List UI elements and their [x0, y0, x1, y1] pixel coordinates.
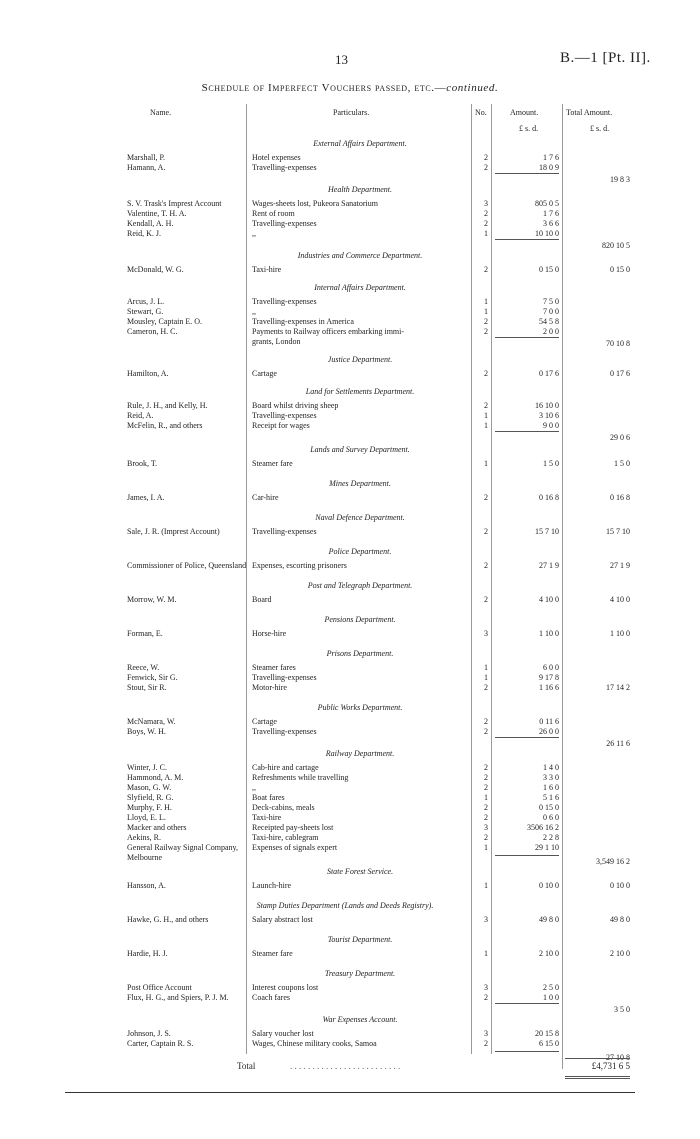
total-amount: 29 0 6: [610, 433, 630, 442]
amount: 54 5 8: [539, 317, 559, 326]
particulars: Deck-cabins, meals: [252, 803, 315, 812]
department-heading: Railway Department.: [325, 749, 395, 758]
total-amount: 15 7 10: [606, 527, 630, 536]
table-row: [0, 228, 700, 239]
amount: 0 15 0: [539, 803, 559, 812]
payee-name: Marshall, P.: [127, 153, 165, 162]
payee-name: McFelin, R., and others: [127, 421, 203, 430]
voucher-count: 2: [484, 527, 488, 536]
amount: 1 0 0: [543, 993, 559, 1002]
particulars: Travelling-expenses: [252, 527, 317, 536]
payee-name: Hawke, G. H., and others: [127, 915, 209, 924]
particulars: Travelling-expenses: [252, 673, 317, 682]
payee-name: Valentine, T. H. A.: [127, 209, 187, 218]
voucher-count: 1: [484, 949, 488, 958]
voucher-count: 2: [484, 803, 488, 812]
department-heading: External Affairs Department.: [313, 139, 407, 148]
column-header-amount: Amount.: [510, 108, 539, 117]
payee-name: Cameron, H. C.: [127, 327, 178, 336]
total-lsd-header: £ s. d.: [590, 124, 610, 133]
payee-name: James, I. A.: [127, 493, 165, 502]
payee-name: Stewart, G.: [127, 307, 164, 316]
particulars: Steamer fare: [252, 949, 293, 958]
amount: 0 6 0: [543, 813, 559, 822]
particulars: ,,: [252, 783, 256, 792]
payee-name: Hansson, A.: [127, 881, 166, 890]
particulars: Steamer fares: [252, 663, 296, 672]
subtotal-rule: [495, 1051, 559, 1052]
total-amount: 0 17 6: [610, 369, 630, 378]
voucher-count: 2: [484, 783, 488, 792]
particulars: Cartage: [252, 369, 277, 378]
column-header-name: Name.: [150, 108, 172, 117]
particulars: Cartage: [252, 717, 277, 726]
amount: 7 0 0: [543, 307, 559, 316]
voucher-count: 2: [484, 219, 488, 228]
particulars: Refreshments while travelling: [252, 773, 349, 782]
payee-name: Forman, E.: [127, 629, 163, 638]
department-heading: Treasury Department.: [324, 969, 396, 978]
payee-name: Reid, A.: [127, 411, 154, 420]
payee-name: McDonald, W. G.: [127, 265, 184, 274]
amount: 3 10 6: [539, 411, 559, 420]
voucher-count: 1: [484, 307, 488, 316]
amount: 6 15 0: [539, 1039, 559, 1048]
particulars: Receipted pay-sheets lost: [252, 823, 334, 832]
subtotal-rule: [495, 337, 559, 338]
amount: 4 10 0: [539, 595, 559, 604]
amount: 6 0 0: [543, 663, 559, 672]
voucher-count: 2: [484, 317, 488, 326]
particulars: ,,: [252, 229, 256, 238]
total-rule-bottom-2: [565, 1078, 630, 1079]
amount: 805 0 5: [535, 199, 559, 208]
particulars: Rent of room: [252, 209, 295, 218]
particulars: Motor-hire: [252, 683, 287, 692]
amount: 49 8 0: [539, 915, 559, 924]
payee-name: Morrow, W. M.: [127, 595, 177, 604]
payee-name: Hardie, H. J.: [127, 949, 168, 958]
voucher-count: 2: [484, 763, 488, 772]
payee-name: Post Office Account: [127, 983, 192, 992]
voucher-count: 2: [484, 493, 488, 502]
subtotal-rule: [495, 737, 559, 738]
voucher-count: 2: [484, 153, 488, 162]
particulars: Travelling-expenses: [252, 727, 317, 736]
voucher-count: 1: [484, 229, 488, 238]
voucher-count: 2: [484, 833, 488, 842]
department-heading: Justice Department.: [327, 355, 393, 364]
particulars: Payments to Railway officers embarking immi-: [252, 327, 405, 336]
table-row: [0, 368, 700, 379]
total-rule-bottom-1: [565, 1076, 630, 1077]
total-label: Total: [237, 1061, 256, 1071]
total-amount: 27 10 8: [606, 1053, 630, 1062]
voucher-count: 2: [484, 1039, 488, 1048]
total-amount: 2 10 0: [610, 949, 630, 958]
voucher-count: 2: [484, 683, 488, 692]
department-heading: War Expenses Account.: [322, 1015, 398, 1024]
voucher-count: 2: [484, 265, 488, 274]
amount: 18 0 9: [539, 163, 559, 172]
voucher-count: 2: [484, 209, 488, 218]
department-heading: Health Department.: [328, 185, 392, 194]
total-amount: 70 10 8: [606, 339, 630, 348]
voucher-count: 2: [484, 595, 488, 604]
department-heading: Post and Telegraph Department.: [307, 581, 413, 590]
payee-name: Hamilton, A.: [127, 369, 169, 378]
table-row: [0, 264, 700, 275]
table-row: [0, 1038, 700, 1049]
particulars: Taxi-hire, cablegram: [252, 833, 319, 842]
payee-name: Commissioner of Police, Queensland: [127, 561, 247, 570]
payee-name: Aekins, R.: [127, 833, 161, 842]
voucher-count: 2: [484, 727, 488, 736]
department-heading: Land for Settlements Department.: [305, 387, 415, 396]
table-row: [0, 560, 700, 571]
voucher-count: 3: [484, 199, 488, 208]
title-main: Schedule of Imperfect Vouchers passed, etc.—: [201, 82, 447, 94]
department-heading: Police Department.: [328, 547, 392, 556]
department-heading: State Forest Service.: [326, 867, 394, 876]
payee-name: Rule, J. H., and Kelly, H.: [127, 401, 208, 410]
voucher-count: 1: [484, 411, 488, 420]
title-continued: continued.: [446, 82, 499, 94]
table-row: [0, 492, 700, 503]
amount: 1 16 6: [539, 683, 559, 692]
amount: 2 10 0: [539, 949, 559, 958]
payee-name: McNamara, W.: [127, 717, 176, 726]
total-rule-top: [565, 1058, 630, 1059]
total-amount: 820 10 5: [602, 241, 630, 250]
payee-name: General Railway Signal Company,: [127, 843, 239, 852]
payee-name: Reid, K. J.: [127, 229, 161, 238]
amount: 3 3 0: [543, 773, 559, 782]
payee-name: Brook, T.: [127, 459, 158, 468]
total-amount: 3,549 16 2: [596, 857, 630, 866]
table-row: [0, 338, 700, 349]
grand-total: £4,731 6 5: [591, 1061, 630, 1071]
payee-name: Boys, W. H.: [127, 727, 166, 736]
column-header-total: Total Amount.: [566, 108, 613, 117]
voucher-count: 1: [484, 663, 488, 672]
amount: 1 7 6: [543, 153, 559, 162]
voucher-count: 1: [484, 673, 488, 682]
payee-name: Macker and others: [127, 823, 187, 832]
table-row: [0, 526, 700, 537]
amount: 2 0 0: [543, 327, 559, 336]
particulars: Taxi-hire: [252, 265, 282, 274]
particulars: Car-hire: [252, 493, 279, 502]
particulars: Expenses of signals expert: [252, 843, 338, 852]
payee-name: Reece, W.: [127, 663, 160, 672]
particulars: Receipt for wages: [252, 421, 310, 430]
department-heading: Naval Defence Department.: [315, 513, 405, 522]
payee-name: S. V. Trask's Imprest Account: [127, 199, 222, 208]
particulars: Salary voucher lost: [252, 1029, 314, 1038]
table-row: [0, 628, 700, 639]
subtotal-rule: [495, 855, 559, 856]
particulars: Launch-hire: [252, 881, 292, 890]
voucher-count: 3: [484, 915, 488, 924]
total-amount: 26 11 6: [606, 739, 630, 748]
particulars: Horse-hire: [252, 629, 287, 638]
amount: 1 5 0: [543, 459, 559, 468]
total-amount: 0 10 0: [610, 881, 630, 890]
payee-name: Slyfield, R. G.: [127, 793, 174, 802]
department-heading: Industries and Commerce Department.: [297, 251, 423, 260]
schedule-title: [0, 82, 700, 94]
particulars: Expenses, escorting prisoners: [252, 561, 347, 570]
particulars: Salary abstract lost: [252, 915, 313, 924]
payee-name: Hamann, A.: [127, 163, 166, 172]
particulars: Travelling-expenses: [252, 297, 317, 306]
particulars: grants, London: [252, 337, 301, 346]
total-leader-dots: . . . . . . . . . . . . . . . . . . . . . . . . .: [290, 1061, 401, 1071]
amount: 1 7 6: [543, 209, 559, 218]
particulars: Coach fares: [252, 993, 290, 1002]
amount: 1 4 0: [543, 763, 559, 772]
particulars: Interest coupons lost: [252, 983, 319, 992]
table-row: [0, 162, 700, 173]
voucher-count: 1: [484, 793, 488, 802]
voucher-count: 1: [484, 297, 488, 306]
voucher-count: 2: [484, 327, 488, 336]
total-amount: 0 15 0: [610, 265, 630, 274]
amount: 10 10 0: [535, 229, 559, 238]
amount: 0 17 6: [539, 369, 559, 378]
department-heading: Public Works Department.: [317, 703, 403, 712]
particulars: Wages, Chinese military cooks, Samoa: [252, 1039, 377, 1048]
table-row: [0, 726, 700, 737]
particulars: Steamer fare: [252, 459, 293, 468]
payee-name: Kendall, A. H.: [127, 219, 174, 228]
particulars: Cab-hire and cartage: [252, 763, 319, 772]
payee-name: Stout, Sir R.: [127, 683, 167, 692]
subtotal-rule: [495, 431, 559, 432]
amount: 0 10 0: [539, 881, 559, 890]
amount: 0 15 0: [539, 265, 559, 274]
amount: 9 17 8: [539, 673, 559, 682]
amount: 9 0 0: [543, 421, 559, 430]
payee-name: Carter, Captain R. S.: [127, 1039, 194, 1048]
amount: 16 10 0: [535, 401, 559, 410]
amount-lsd-header: £ s. d.: [519, 124, 539, 133]
particulars: Travelling-expenses: [252, 163, 317, 172]
amount: 2 2 8: [543, 833, 559, 842]
total-amount: 4 10 0: [610, 595, 630, 604]
payee-name: Murphy, F. H.: [127, 803, 172, 812]
table-row: [0, 948, 700, 959]
voucher-count: 3: [484, 983, 488, 992]
payee-name: Mason, G. W.: [127, 783, 172, 792]
payee-name: Mousley, Captain E. O.: [127, 317, 203, 326]
subtotal-rule: [495, 173, 559, 174]
amount: 3506 16 2: [527, 823, 559, 832]
amount: 0 11 6: [539, 717, 559, 726]
particulars: Board: [252, 595, 272, 604]
payee-name: Hammond, A. M.: [127, 773, 184, 782]
total-amount: 17 14 2: [606, 683, 630, 692]
voucher-count: 1: [484, 881, 488, 890]
voucher-count: 2: [484, 717, 488, 726]
amount: 3 6 6: [543, 219, 559, 228]
voucher-count: 3: [484, 1029, 488, 1038]
page-bottom-rule: [65, 1092, 635, 1093]
column-header-particulars: Particulars.: [333, 108, 370, 117]
table-row: [0, 420, 700, 431]
department-heading: Pensions Department.: [324, 615, 396, 624]
particulars: Wages-sheets lost, Pukeora Sanatorium: [252, 199, 378, 208]
column-header-no: No.: [475, 108, 487, 117]
total-amount: 1 10 0: [610, 629, 630, 638]
payee-name: Arcus, J. L.: [127, 297, 165, 306]
payee-name: Melbourne: [127, 853, 163, 862]
department-heading: Tourist Department.: [327, 935, 393, 944]
particulars: Board whilst driving sheep: [252, 401, 339, 410]
department-heading: Prisons Department.: [326, 649, 394, 658]
document-reference: B.—1 [Pt. II].: [560, 50, 651, 66]
voucher-count: 1: [484, 843, 488, 852]
department-heading: Lands and Survey Department.: [310, 445, 410, 454]
voucher-count: 2: [484, 401, 488, 410]
voucher-count: 1: [484, 459, 488, 468]
table-row: [0, 914, 700, 925]
voucher-count: 2: [484, 993, 488, 1002]
amount: 26 0 0: [539, 727, 559, 736]
page-number: 13: [335, 52, 348, 67]
table-row: [0, 992, 700, 1003]
particulars: Boat fares: [252, 793, 285, 802]
payee-name: Lloyd, E. L.: [127, 813, 166, 822]
department-heading: Stamp Duties Department (Lands and Deeds Registry).: [256, 901, 434, 910]
payee-name: Fenwick, Sir G.: [127, 673, 178, 682]
payee-name: Winter, J. C.: [127, 763, 168, 772]
table-row: [0, 432, 700, 443]
subtotal-rule: [495, 1003, 559, 1004]
particulars: Hotel expenses: [252, 153, 301, 162]
particulars: Travelling-expenses: [252, 219, 317, 228]
department-heading: Internal Affairs Department.: [314, 283, 406, 292]
particulars: ,,: [252, 307, 256, 316]
voucher-count: 2: [484, 369, 488, 378]
voucher-count: 2: [484, 813, 488, 822]
total-amount: 1 5 0: [614, 459, 630, 468]
payee-name: Flux, H. G., and Spiers, P. J. M.: [127, 993, 229, 1002]
particulars: Taxi-hire: [252, 813, 282, 822]
amount: 2 5 0: [543, 983, 559, 992]
voucher-count: 1: [484, 421, 488, 430]
voucher-count: 2: [484, 773, 488, 782]
amount: 29 1 10: [535, 843, 559, 852]
total-amount: 27 1 9: [610, 561, 630, 570]
total-amount: 0 16 8: [610, 493, 630, 502]
particulars: Travelling-expenses: [252, 411, 317, 420]
voucher-count: 3: [484, 823, 488, 832]
total-amount: 19 8 3: [610, 175, 630, 184]
subtotal-rule: [495, 239, 559, 240]
amount: 0 16 8: [539, 493, 559, 502]
table-row: [0, 880, 700, 891]
amount: 20 15 8: [535, 1029, 559, 1038]
amount: 5 1 6: [543, 793, 559, 802]
payee-name: Sale, J. R. (Imprest Account): [127, 527, 220, 536]
payee-name: Johnson, J. S.: [127, 1029, 171, 1038]
table-row: [0, 682, 700, 693]
amount: 15 7 10: [535, 527, 559, 536]
total-amount: 3 5 0: [614, 1005, 630, 1014]
amount: 7 5 0: [543, 297, 559, 306]
table-row: [0, 594, 700, 605]
voucher-count: 2: [484, 163, 488, 172]
amount: 1 10 0: [539, 629, 559, 638]
department-heading: Mines Department.: [329, 479, 391, 488]
amount: 1 6 0: [543, 783, 559, 792]
particulars: Travelling-expenses in America: [252, 317, 354, 326]
table-row: [0, 458, 700, 469]
amount: 27 1 9: [539, 561, 559, 570]
voucher-count: 2: [484, 561, 488, 570]
voucher-count: 3: [484, 629, 488, 638]
total-amount: 49 8 0: [610, 915, 630, 924]
